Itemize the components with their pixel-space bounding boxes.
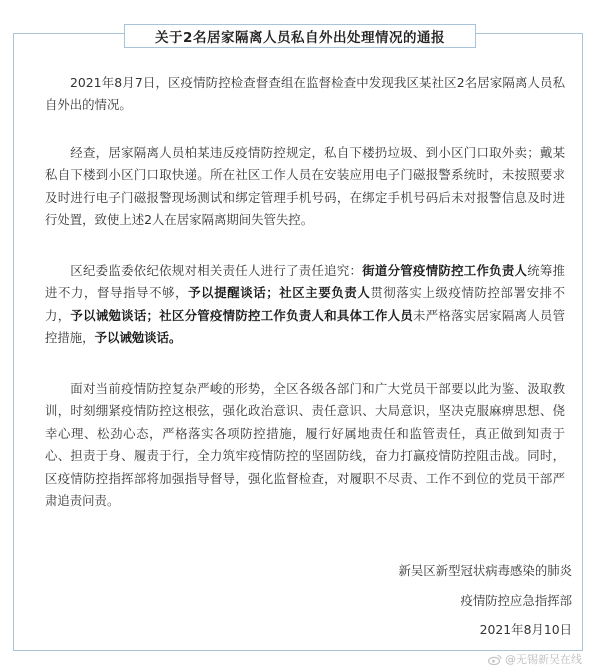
p3-text-2: 统筹推进不力，督导指导不够，	[45, 263, 566, 301]
paragraph-3	[45, 260, 565, 350]
weibo-logo-icon	[488, 654, 502, 665]
paragraph-2	[45, 142, 565, 232]
p3-bold-1: 街道分管疫情防控工作负责人	[362, 263, 528, 278]
p3-text-3: 贯彻落实上级疫情防控部署安排不力，	[45, 285, 565, 323]
paragraph-4	[45, 378, 565, 512]
p3-bold-3: 予以诫勉谈话；社区分管疫情防控工作负责人和具体工作人员	[70, 307, 414, 323]
p3-bold-2: 予以提醒谈话；社区主要负责人	[188, 285, 371, 301]
signature-org-line2: 疫情防控应急指挥部	[460, 593, 572, 608]
signature-date: 2021年8月10日	[479, 622, 572, 637]
watermark-text: @无锡新吴在线	[505, 653, 582, 666]
paragraph-1	[45, 72, 565, 117]
paragraph-4-text: 面对当前疫情防控复杂严峻的形势，全区各级各部门和广大党员干部要以此为鉴、汲取教训，时刻绷紧疫情防控这根弦，强化政治意识、责任意识、大局意识，坚决克服麻痹思想、侥幸心理、松劲心态，严格落实各项防控措施，履行好属地责任和监管责任，真正做到知责于心、担责于身、履责于行，全力筑牢疫情防控的坚固防线，奋力打赢疫情防控阻击战。同时，区疫情防控指挥部将加强指导督导，强化监督检查，对履职不尽责、工作不到位的党员干部严肃追责问责。	[45, 381, 565, 509]
paragraph-1-text: 2021年8月7日，区疫情防控检查督查组在监督检查中发现我区某社区2名居家隔离人员私自外出的情况。	[45, 75, 565, 113]
p3-text-4: 未严格落实居家隔离人员管控措施，	[45, 307, 566, 346]
p3-text-1: 区纪委监委依纪依规对相关责任人进行了责任追究：	[70, 263, 363, 278]
p3-bold-4: 予以诫勉谈话。	[94, 330, 182, 346]
weibo-watermark	[488, 651, 582, 667]
signature-org-line1: 新吴区新型冠状病毒感染的肺炎	[398, 563, 572, 578]
notice-title	[124, 24, 476, 48]
paragraph-2-text: 经查，居家隔离人员柏某违反疫情防控规定，私自下楼扔垃圾、到小区门口取外卖；戴某私自下楼到小区门口取快递。所在社区工作人员在安装应用电子门磁报警系统时，未按照要求及时进行电子门磁报警现场测试和绑定管理手机号码，在绑定手机号码后未对报警信息及时进行处置，致使上述2人在居家隔离期间失管失控。	[45, 145, 565, 228]
title-text: 关于2名居家隔离人员私自外出处理情况的通报	[155, 30, 445, 46]
